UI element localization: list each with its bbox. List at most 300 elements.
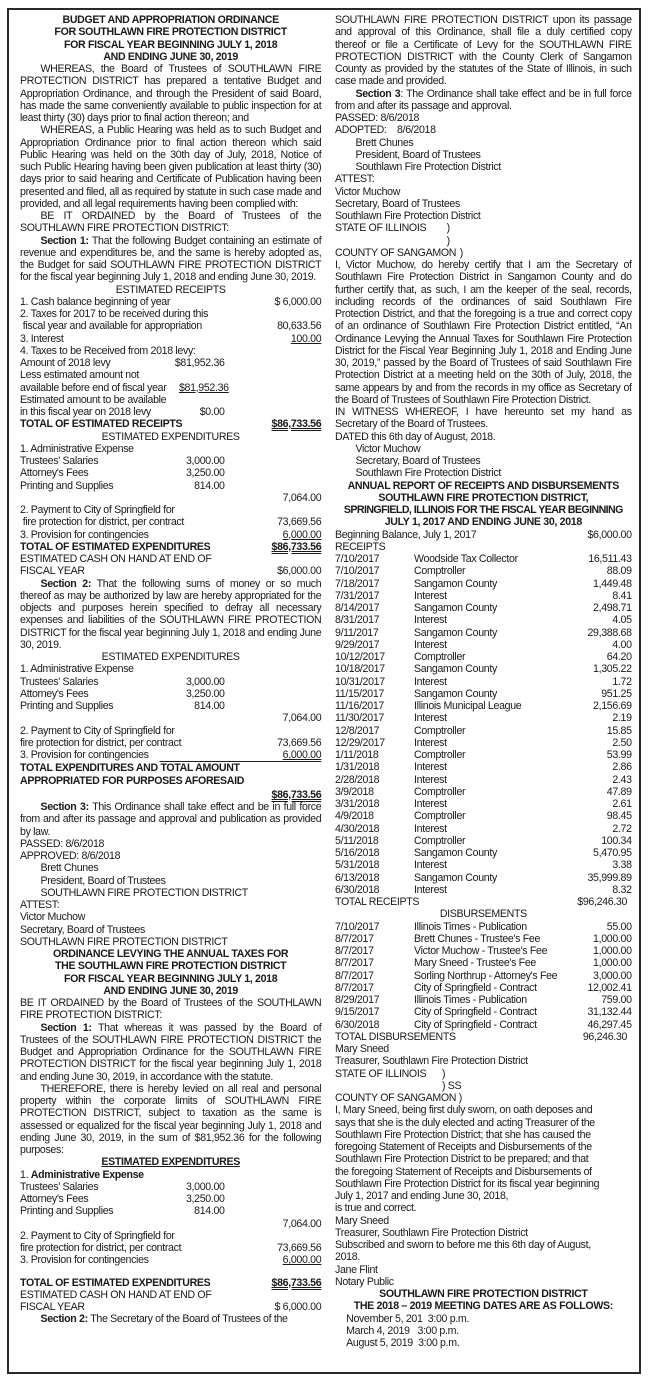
- levy-section-2-cont: SOUTHLAWN FIRE PROTECTION DISTRICT upon its passage and approval of this Ordinance, shall file a duly certified copy thereof or file a Certificate of Levy for the SOUTHLAWN FIRE PROTECTION DISTRICT with the County Clerk of Sangamon County as provided by the statutes of the State of Illinois, in such case made and provided.: [335, 14, 632, 88]
- disbursement-date: 8/7/2017: [335, 932, 374, 945]
- receipt-party: Sangamon County: [414, 602, 497, 614]
- expense-label: 2. Payment to City of Springfield for: [20, 504, 175, 516]
- district-name: Southlawn Fire Protection District: [335, 210, 481, 222]
- expense-label: 3. Provision for contingencies: [20, 1254, 149, 1267]
- meeting-date: November 5, 201 3:00 p.m.: [346, 1312, 470, 1325]
- section-2-label: Section 2:: [40, 577, 92, 590]
- total-approp-label-1: TOTAL EXPENDITURES AND TOTAL AMOUNT: [20, 762, 240, 775]
- levy-section-1: [20, 1022, 321, 1083]
- receipt-party: Comptroller: [414, 724, 466, 737]
- total-approp-label-2: APPROPRIATED FOR PURPOSES AFORESAID: [20, 774, 245, 787]
- receipts-heading: ESTIMATED RECEIPTS: [115, 283, 226, 296]
- receipt-label: available before end of fiscal year: [20, 381, 167, 394]
- county-label: COUNTY OF SANGAMON ): [335, 1092, 462, 1104]
- receipt-amount: 2.50: [612, 736, 632, 749]
- expense-amount: 73,669.56: [277, 1242, 322, 1254]
- receipt-date: 8/14/2017: [335, 602, 380, 614]
- receipt-row: [335, 578, 632, 590]
- receipt-amount: 29,388.68: [587, 626, 632, 639]
- receipt-row: [335, 639, 632, 651]
- disbursement-row: [335, 994, 632, 1006]
- receipt-date: 5/16/2018: [335, 847, 380, 859]
- levy-section-3-label: Section 3: [355, 87, 401, 100]
- receipt-date: 7/31/2017: [335, 589, 380, 602]
- receipt-amount: $81,952.36: [174, 357, 225, 369]
- levy-section-1-label: Section 1:: [40, 1021, 92, 1034]
- disbursement-date: 8/7/2017: [335, 969, 374, 982]
- receipt-row: [335, 614, 632, 626]
- disbursement-amount: 1,000.00: [593, 945, 632, 957]
- be-it-ordained: BE IT ORDAINED by the Board of Trustees of the SOUTHLAWN FIRE PROTECTION DISTRICT:: [20, 210, 322, 235]
- expense-amount: 814.00: [194, 700, 225, 712]
- receipt-row: [335, 884, 632, 896]
- receipt-row: [335, 676, 632, 688]
- receipt-amount: $0.00: [199, 406, 225, 418]
- disbursement-amount: 3,000.00: [593, 969, 632, 982]
- receipt-date: 7/10/2017: [335, 553, 380, 565]
- expense-label: fire protection for district, per contract: [22, 516, 184, 529]
- total-receipts-amount: $96,246.30: [577, 896, 628, 908]
- disbursements-heading: DISBURSEMENTS: [439, 908, 527, 921]
- passed-date: PASSED: 8/6/2018: [20, 837, 105, 850]
- expense-label: Attorney's Fees: [20, 687, 89, 700]
- receipt-amount: 8.41: [612, 589, 632, 602]
- disbursement-date: 8/29/2017: [335, 994, 380, 1006]
- receipt-row: [335, 553, 632, 565]
- levy-title-4: AND ENDING JUNE 30, 2019: [103, 984, 238, 997]
- disbursement-amount: 1,000.00: [593, 932, 632, 945]
- report-title-2: SOUTHLAWN FIRE PROTECTION DISTRICT,: [378, 491, 589, 504]
- cash-end-label: FISCAL YEAR: [20, 565, 85, 578]
- receipt-row: [335, 761, 632, 773]
- receipt-row: [335, 663, 632, 675]
- receipt-party: Sangamon County: [414, 687, 497, 700]
- levy-title-3: FOR FISCAL YEAR BEGINNING JULY 1, 2018: [64, 972, 278, 985]
- disbursement-row: [335, 933, 632, 945]
- section-1-text: That the following Budget containing an estimate of revenue and expenditures be, and the same is hereby adopted as, the Budget for said SOUTHLAWN FIRE PROTECTION DISTRICT for the fiscal year beginning July 1, 2018 and ending June 30, 2019.: [20, 234, 322, 284]
- receipt-date: 6/30/2018: [335, 883, 380, 896]
- whereas-1: WHEREAS, the Board of Trustees of SOUTHLAWN FIRE PROTECTION DISTRICT has prepared a tentative Budget and Appropriation Ordinance, and through the President of said Board, has made the same conveniently available to public inspection for at least thirty (30) days prior to final action thereon; and: [20, 63, 322, 124]
- president-name: Brett Chunes: [355, 136, 414, 149]
- levy-total-amount: $86,733.56: [271, 1276, 322, 1289]
- dated-line: DATED this 6th day of August, 2018.: [335, 430, 496, 443]
- receipt-party: Comptroller: [414, 651, 466, 663]
- levy-section-2-text: The Secretary of the Board of Trustees of the: [90, 1313, 288, 1326]
- disbursement-row: [335, 982, 632, 994]
- receipt-party: Comptroller: [414, 785, 466, 798]
- total-disbursements-amount: 96,246.30: [582, 1030, 628, 1043]
- receipt-date: 11/30/2017: [335, 712, 384, 725]
- receipt-party: Sangamon County: [414, 871, 497, 884]
- expense-label: Attorney's Fees: [20, 467, 89, 480]
- receipt-row: [335, 810, 632, 822]
- disbursement-row: [335, 921, 632, 933]
- receipt-date: 10/18/2017: [335, 663, 385, 676]
- expense-label: 3. Provision for contingencies: [20, 528, 149, 541]
- receipt-amount: 100.00: [290, 332, 322, 345]
- receipt-amount: $81,952.36: [178, 381, 229, 394]
- disbursement-date: 8/7/2017: [335, 957, 374, 970]
- receipt-date: 5/31/2018: [335, 859, 380, 872]
- meeting-date: March 4, 2019 3:00 p.m.: [346, 1324, 459, 1337]
- bracket: ): [459, 246, 464, 259]
- section-2-text: That the following sums of money or so much thereof as may be authorized by law are hereby appropriated for the objects and purposes herein specified to defray all necessary expenses and liabilities of the SOUTHLAWN FIRE PROTECTION DISTRICT for the fiscal year beginning July 1, 2018 and ending June 30, 2019.: [20, 577, 322, 651]
- receipt-amount: 8.32: [612, 883, 632, 896]
- cash-end-label: ESTIMATED CASH ON HAND AT END OF: [20, 553, 212, 565]
- receipt-party: Interest: [414, 614, 447, 627]
- state-label: STATE OF ILLINOIS: [335, 222, 427, 235]
- receipt-date: 2/28/2018: [335, 773, 380, 786]
- receipt-label: Estimated amount to be available: [20, 393, 167, 406]
- expense-amount: 6,000.00: [282, 749, 322, 761]
- receipt-party: Comptroller: [414, 834, 466, 847]
- sworn-statement: Subscribed and sworn to before me this 6th day of August, 2018.: [335, 1239, 591, 1264]
- bracket: ): [446, 234, 450, 247]
- receipt-amount: 64.20: [606, 651, 632, 663]
- section-1-label: Section 1:: [40, 234, 89, 247]
- expense-label: fire protection for district, per contract: [20, 736, 182, 749]
- receipt-date: 8/31/2017: [335, 614, 380, 627]
- county-label: COUNTY OF SANGAMON: [335, 246, 457, 259]
- president-title: President, Board of Trustees: [40, 874, 166, 887]
- expense-label: Administrative Expense: [30, 1168, 144, 1181]
- receipt-amount: 35,999.89: [587, 871, 632, 884]
- receipt-party: Interest: [414, 589, 447, 602]
- receipt-row: [335, 651, 632, 663]
- expense-amount: 3,250.00: [185, 687, 225, 700]
- levy-section-1-text: That whereas it was passed by the Board of Trustees of the SOUTHLAWN FIRE PROTECTION DISTRICT the Budget and Appropriation Ordinance for the SOUTHLAWN FIRE PROTECTION DISTRICT for the fiscal year beginning July 1, 2018 and ending June 30, 2019, in accordance with the statute.: [20, 1021, 322, 1083]
- disbursement-row: [335, 1019, 632, 1031]
- receipt-row: [335, 565, 632, 577]
- expense-amount: 6,000.00: [282, 1254, 322, 1267]
- district-name: Southlawn Fire Protection District: [355, 467, 502, 480]
- secretary-title: Secretary, Board of Trustees: [355, 455, 481, 467]
- secretary-title: Secretary, Board of Trustees: [20, 923, 145, 936]
- disbursement-amount: 31,132.44: [587, 1006, 632, 1019]
- secretary-name: Victor Muchow: [355, 442, 421, 455]
- receipt-row: [335, 847, 632, 859]
- expense-label: 2. Payment to City of Springfield for: [20, 1229, 175, 1242]
- receipt-label: in this fiscal year on 2018 levy: [20, 406, 151, 418]
- total-expenditures-label: TOTAL OF ESTIMATED EXPENDITURES: [20, 540, 211, 553]
- receipt-label: 2. Taxes for 2017 to be received during this: [20, 308, 209, 320]
- disbursement-party: City of Springfield - Contract: [414, 1018, 537, 1031]
- receipt-party: Interest: [414, 638, 447, 651]
- receipt-date: 9/29/2017: [335, 638, 380, 651]
- levy-expenditures-heading: ESTIMATED EXPENDITURES: [101, 1156, 240, 1169]
- report-title-1: ANNUAL REPORT OF RECEIPTS AND DISBURSEMENTS: [347, 479, 620, 492]
- receipt-amount: 98.45: [606, 810, 632, 823]
- receipt-date: 7/10/2017: [335, 565, 380, 578]
- cash-end-label: FISCAL YEAR: [20, 1301, 85, 1313]
- receipts-list: [335, 553, 632, 896]
- disbursements-list: [335, 921, 632, 1031]
- budget-title-3: FOR FISCAL YEAR BEGINNING JULY 1, 2018: [64, 38, 278, 51]
- expense-label: Trustees' Salaries: [20, 675, 99, 688]
- district-name: SOUTHLAWN FIRE PROTECTION DISTRICT: [40, 886, 248, 899]
- state-label: STATE OF ILLINOIS: [335, 1067, 427, 1080]
- levy-adopted: ADOPTED: 8/6/2018: [335, 124, 436, 137]
- expense-subtotal: 7,064.00: [282, 491, 322, 504]
- receipt-label: fiscal year and available for appropriation: [22, 320, 202, 333]
- expense-amount: 3,000.00: [185, 455, 225, 467]
- beginning-balance-label: Beginning Balance, July 1, 2017: [335, 528, 477, 541]
- disbursement-party: Brett Chunes - Trustee's Fee: [414, 932, 541, 945]
- receipt-date: 4/9/2018: [335, 810, 374, 823]
- receipt-label: Less estimated amount not: [20, 369, 140, 382]
- receipt-amount: 53.99: [606, 749, 632, 761]
- cash-end-label: ESTIMATED CASH ON HAND AT END OF: [20, 1288, 212, 1301]
- whereas-2: WHEREAS, a Public Hearing was held as to such Budget and Appropriation Ordinance prior to final action thereon which said Public Hearing was held on the 30th day of July, 2018, Notice of such Public Hearing having been given publication at least thirty (30) days prior to said hearing and Certificate of Publication having been presented and filed, all as required by statute in such case made and provided, and all legal requirements having been complied with:: [20, 124, 322, 210]
- receipt-row: [335, 835, 632, 847]
- receipt-date: 10/31/2017: [335, 675, 385, 688]
- district-name: Southlawn Fire Protection District: [355, 161, 502, 173]
- expense-label: Attorney's Fees: [20, 1193, 89, 1205]
- section-3-label: Section 3:: [40, 801, 89, 813]
- beginning-balance-amount: $6,000.00: [587, 528, 632, 541]
- levy-be-it-ordained: BE IT ORDAINED by the Board of Trustees of the SOUTHLAWN FIRE PROTECTION DISTRICT:: [20, 997, 322, 1022]
- receipt-party: Interest: [414, 736, 447, 749]
- disbursement-party: Victor Muchow - Trustee's Fee: [414, 945, 548, 957]
- disbursement-date: 7/10/2017: [335, 920, 380, 933]
- total-receipts-amount: $86,733.56: [271, 418, 322, 431]
- levy-passed: PASSED: 8/6/2018: [335, 112, 420, 124]
- disbursement-party: City of Springfield - Contract: [414, 1006, 537, 1019]
- expense-label: 3. Provision for contingencies: [20, 749, 149, 761]
- attest-label: ATTEST:: [20, 899, 60, 911]
- receipt-row: [335, 737, 632, 749]
- expense-label: 1. Administrative Expense: [20, 663, 134, 676]
- disbursement-row: [335, 945, 632, 957]
- receipt-row: [335, 786, 632, 798]
- approved-date: APPROVED: 8/6/2018: [20, 850, 121, 862]
- treasurer-oath: I, Mary Sneed, being first duly sworn, on oath deposes and says that she is the duly elected and acting Treasurer of the Southlawn Fire Protection District; that she has caused the foregoing Statement of Receipts and Disbursements of the Southlawn Fire Protection District to be prepared; and that the foregoing Statement of Receipts and Disbursements of Southlawn Fire Protection District for its fiscal year beginning July 1, 2017 and ending June 30, 2018,: [335, 1104, 600, 1202]
- levy-total-label: TOTAL OF ESTIMATED EXPENDITURES: [20, 1276, 211, 1289]
- expense-label: Printing and Supplies: [20, 479, 114, 492]
- expenditures-heading: ESTIMATED EXPENDITURES: [101, 430, 240, 443]
- true-correct: is true and correct.: [335, 1202, 417, 1215]
- receipt-date: 5/11/2018: [335, 834, 379, 847]
- disbursement-row: [335, 1006, 632, 1018]
- levy-section-2-start: [20, 1313, 321, 1325]
- levy-section-3-text: : The Ordinance shall take effect and be in full force from and after its passage and approval.: [335, 87, 632, 112]
- disbursement-party: Sorling Northrup - Attorney's Fee: [414, 969, 558, 982]
- expense-label: 1. Administrative Expense: [20, 442, 134, 455]
- receipt-party: Interest: [414, 883, 447, 896]
- president-name: Brett Chunes: [40, 862, 99, 875]
- receipt-party: Comptroller: [414, 810, 466, 823]
- attest-label: ATTEST:: [335, 173, 375, 186]
- disbursement-party: Mary Sneed - Trustee's Fee: [414, 957, 536, 970]
- expense-label: Trustees' Salaries: [20, 455, 99, 467]
- expense-label: Printing and Supplies: [20, 1205, 114, 1218]
- expenditures-heading-2: ESTIMATED EXPENDITURES: [101, 651, 240, 663]
- receipt-party: Interest: [414, 712, 447, 725]
- expense-amount: 814.00: [194, 1205, 225, 1218]
- meeting-date: August 5, 2019 3:00 p.m.: [346, 1337, 460, 1349]
- disbursement-date: 8/7/2017: [335, 945, 374, 957]
- receipt-row: [335, 749, 632, 761]
- section-3: [20, 801, 321, 838]
- levy-therefore: THEREFORE, there is hereby levied on all real and personal property within the corporate limits of SOUTHLAWN FIRE PROTECTION DISTRICT, subject to taxation as the same is assessed or equalized for the fiscal year beginning July 1, 2018 and ending June 30, 2019, in the sum of $81,952.36 for the following purposes:: [20, 1082, 322, 1156]
- notary-title: Notary Public: [335, 1275, 394, 1288]
- bracket: ): [446, 222, 450, 235]
- receipt-amount: 2.72: [612, 822, 632, 835]
- disbursement-date: 6/30/2018: [335, 1018, 380, 1031]
- receipt-row: [335, 859, 632, 871]
- receipt-amount: 2.19: [612, 712, 632, 725]
- treasurer-name: Mary Sneed: [335, 1043, 389, 1055]
- receipt-date: 12/29/2017: [335, 736, 385, 749]
- expense-subtotal: 7,064.00: [282, 712, 322, 725]
- receipt-date: 4/30/2018: [335, 822, 380, 835]
- levy-section-2-label: Section 2:: [40, 1313, 88, 1326]
- disbursement-amount: 55.00: [606, 920, 632, 933]
- total-receipts-label: TOTAL OF ESTIMATED RECEIPTS: [20, 418, 183, 431]
- receipt-date: 10/12/2017: [335, 651, 385, 663]
- disbursement-row: [335, 957, 632, 969]
- receipt-party: Interest: [414, 859, 447, 872]
- budget-title-1: BUDGET AND APPROPRIATION ORDINANCE: [62, 14, 279, 26]
- receipt-amount: 2.86: [612, 761, 632, 774]
- receipt-row: [335, 872, 632, 884]
- secretary-title: Secretary, Board of Trustees: [335, 197, 460, 210]
- expense-subtotal: 7,064.00: [282, 1217, 322, 1230]
- receipt-party: Sangamon County: [414, 626, 497, 639]
- district-name: SOUTHLAWN FIRE PROTECTION DISTRICT: [20, 935, 228, 948]
- secretary-certificate: I, Victor Muchow, do hereby certify that I am the Secretary of Southlawn Fire Protection District in Sangamon County and do further certify that, as such, I am the keeper of the seal, records, including records of the ordinances of said Southlawn Fire Protection District, and that the foregoing is a true and correct copy of an ordinance of Southlawn Fire Protection District entitled, “An Ordinance Levying the Annual Taxes for Southlawn Fire Protection District for the Fiscal Year Beginning July 1, 2018 and Ending June 30, 2019,” passed by the Board of Trustees of said Southlawn Fire Protection District at a meeting held on the 30th of July, 2018, the same appears by and from the records in my office as Secretary of the Board of Trustees of Southlawn Fire Protection District.: [335, 259, 632, 406]
- receipt-date: 9/11/2017: [335, 626, 379, 639]
- expense-amount: 73,669.56: [277, 516, 322, 529]
- bracket: ): [441, 1067, 446, 1080]
- disbursement-row: [335, 970, 632, 982]
- expense-label: fire protection for district, per contract: [20, 1242, 182, 1254]
- expense-amount: 3,250.00: [185, 467, 225, 480]
- section-1: [20, 235, 321, 284]
- report-title-4: JULY 1, 2017 AND ENDING JUNE 30, 2018: [384, 516, 582, 529]
- disbursement-amount: 1,000.00: [593, 957, 632, 970]
- cash-end-amount: $ 6,000.00: [274, 1301, 322, 1313]
- receipts-label: RECEIPTS: [335, 540, 386, 553]
- receipt-party: Sangamon County: [414, 847, 497, 859]
- receipt-row: [335, 688, 632, 700]
- receipt-row: [335, 712, 632, 724]
- receipt-label: Amount of 2018 levy: [20, 357, 111, 369]
- receipt-date: 1/31/2018: [335, 761, 380, 774]
- budget-title-2: FOR SOUTHLAWN FIRE PROTECTION DISTRICT: [54, 26, 287, 39]
- disbursement-amount: 46,297.45: [587, 1018, 632, 1031]
- receipt-row: [335, 798, 632, 810]
- receipt-row: [335, 627, 632, 639]
- receipt-amount: 1.72: [612, 675, 632, 688]
- receipt-row: [335, 725, 632, 737]
- right-column: [335, 14, 632, 1349]
- disbursement-party: City of Springfield - Contract: [414, 981, 537, 994]
- expense-amount: 3,000.00: [185, 675, 225, 688]
- receipt-amount: 4.05: [612, 614, 632, 627]
- receipt-party: Comptroller: [414, 565, 466, 578]
- meetings-title-1: SOUTHLAWN FIRE PROTECTION DISTRICT: [379, 1288, 588, 1300]
- levy-title-2: THE SOUTHLAWN FIRE PROTECTION DISTRICT: [55, 960, 287, 973]
- expense-label: Trustees' Salaries: [20, 1180, 99, 1193]
- cash-end-amount: $6,000.00: [277, 565, 322, 578]
- receipt-party: Illinois Municipal League: [414, 700, 522, 712]
- expense-label: Printing and Supplies: [20, 700, 114, 712]
- receipt-date: 1/11/2018: [335, 749, 379, 761]
- receipt-party: Interest: [414, 798, 447, 810]
- receipt-amount: 4.00: [612, 638, 632, 651]
- total-expenditures-amount: $86,733.56: [271, 540, 322, 553]
- receipt-row: [335, 774, 632, 786]
- receipt-party: Interest: [414, 761, 447, 774]
- receipt-amount: 16,511.43: [588, 553, 632, 565]
- budget-title-4: AND ENDING JUNE 30, 2019: [103, 50, 238, 63]
- disbursement-date: 9/15/2017: [335, 1006, 380, 1019]
- expense-amount: 6,000.00: [282, 528, 322, 541]
- receipt-amount: 1,449.48: [593, 577, 632, 590]
- receipt-row: [335, 823, 632, 835]
- receipt-party: Sangamon County: [414, 577, 497, 590]
- receipt-row: [335, 602, 632, 614]
- receipt-party: Comptroller: [414, 749, 466, 761]
- receipt-amount: 15.85: [606, 724, 632, 737]
- report-title-3: SPRINGFIELD, ILLINOIS FOR THE FISCAL YEAR BEGINNING: [343, 504, 623, 516]
- secretary-name: Victor Muchow: [20, 911, 86, 924]
- expense-amount: 814.00: [194, 479, 225, 492]
- total-receipts-label: TOTAL RECEIPTS: [335, 896, 420, 908]
- receipt-party: Interest: [414, 822, 447, 835]
- disbursement-party: Illinois Times - Publication: [414, 994, 527, 1006]
- receipt-amount: 88.09: [606, 565, 632, 578]
- total-approp-amount: $86,733.56: [271, 788, 322, 801]
- receipt-party: Sangamon County: [414, 663, 497, 676]
- receipt-party: Woodside Tax Collector: [414, 553, 518, 565]
- total-disbursements-label: TOTAL DISBURSEMENTS: [335, 1030, 456, 1043]
- receipt-amount: 5,470.95: [593, 847, 632, 859]
- levy-title-1: ORDINANCE LEVYING THE ANNUAL TAXES FOR: [53, 948, 289, 960]
- receipt-amount: $ 6,000.00: [274, 295, 322, 308]
- expense-amount: 3,250.00: [185, 1193, 225, 1205]
- receipt-amount: 47.89: [606, 785, 632, 798]
- president-title: President, Board of Trustees: [355, 148, 481, 161]
- expense-number: 1.: [20, 1168, 31, 1181]
- receipt-amount: 2.43: [612, 773, 632, 786]
- receipt-label: 3. Interest: [20, 332, 64, 345]
- disbursement-date: 8/7/2017: [335, 981, 374, 994]
- receipt-amount: 2.61: [612, 798, 632, 810]
- expense-amount: 73,669.56: [277, 736, 322, 749]
- receipt-date: 3/31/2018: [335, 798, 380, 810]
- receipt-date: 3/9/2018: [335, 785, 374, 798]
- disbursement-party: Illinois Times - Publication: [414, 920, 527, 933]
- ss-label: ) SS: [441, 1079, 462, 1092]
- receipt-amount: 1,305.22: [593, 663, 632, 676]
- treasurer-name: Mary Sneed: [335, 1214, 389, 1227]
- receipt-date: 11/15/2017: [335, 687, 384, 700]
- receipt-label: 1. Cash balance beginning of year: [20, 295, 171, 308]
- receipt-amount: 2,156.69: [593, 700, 632, 712]
- receipt-row: [335, 700, 632, 712]
- levy-section-3: [335, 88, 632, 113]
- receipt-party: Interest: [414, 773, 447, 786]
- receipt-amount: 951.25: [601, 687, 632, 700]
- receipt-amount: 3.38: [612, 859, 632, 872]
- treasurer-title: Treasurer, Southlawn Fire Protection District: [335, 1226, 528, 1239]
- meetings-title-2: THE 2018 – 2019 MEETING DATES ARE AS FOLLOWS:: [353, 1300, 613, 1313]
- receipt-date: 7/18/2017: [335, 577, 380, 590]
- expense-amount: 3,000.00: [185, 1180, 225, 1193]
- receipt-amount: 80,633.56: [277, 320, 322, 333]
